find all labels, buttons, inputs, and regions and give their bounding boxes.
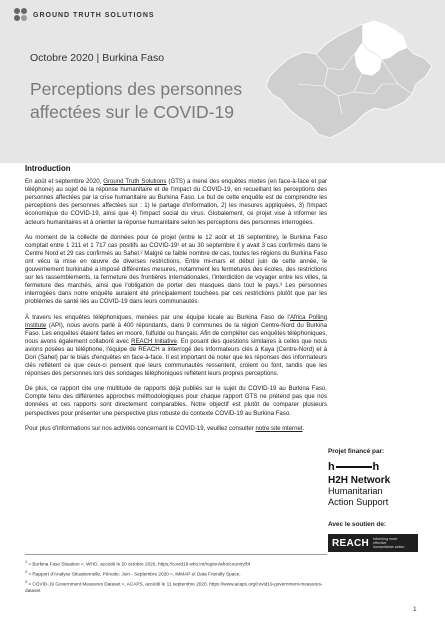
report-title: Perceptions des personnes affectées sur le COVID-19 <box>30 79 243 122</box>
intro-paragraph-2: Au moment de la collecte de données pour ce projet (entre le 12 août et 16 septembre), le Burkina Faso comptait entre 1 211 et 1 717 cas positifs au COVID-19¹ et au 30 septembre il y avait 3 cas confirmés dans le Centre Nord et 29 cas confirmés au Sahel.² Malgré ce faible nombre de cas, toutes les régions du Burkina Faso ont vécu la mise en œuvre de diverses restrictions. Entre mi-mars et début juin de cette année, le gouvernement burkinabé a imposé différentes mesures, notamment les fermetures des écoles, des restrictions sur les rassemblements, la fermeture des frontières internationales, l'interdiction de voyager entre les villes, la fermeture des marchés, ainsi que l'obligation de porter des masques dans tout le pays.³ Les personnes interrogées dans notre enquête auraient été principalement touchées par ces restrictions plutôt que par les problèmes de santé liés au COVID-19 dans leurs communautés. <box>25 233 327 306</box>
support-label: Avec le soutien de: <box>328 521 387 528</box>
footnote-1-link[interactable]: https://covid19.who.int/region/afro/country/bf <box>158 561 250 567</box>
intro-paragraph-1: En août et septembre 2020, Ground Truth Solutions (GTS) a mené des enquêtes mixtes (en face-à-face et par téléphone) au sujet de la réponse humanitaire et de l'impact du COVID-19, en recueillant les perceptions des personnes affectées par la crise humanitaire au Burkina Faso. Le but de cette enquête est de comprendre les perceptions des personnes affectées sur : 1) le partage d'information, 2) les mesures appliquées, 3) l'impact économique du COVID-19, ainsi que 4) l'impact social du virus. Globalement, ce projet vise à informer les acteurs humanitaires et à orienter la réponse humanitaire selon les perceptions des personnes interrogées. <box>25 178 327 226</box>
h2h-sub-1: Humanitarian <box>328 486 383 496</box>
reach-link[interactable]: REACH Initiative <box>131 337 177 345</box>
section-heading-introduction: Introduction <box>25 164 71 173</box>
footnote-3: $^3$ « COVID-19 Government Measures Dataset », ACAPS, accédé le 11 septembre 2020, https://www.acaps.org/covid19-government-measures-dataset <box>25 578 323 593</box>
reach-logo-word: REACH <box>332 537 370 549</box>
burkina-faso-map <box>258 14 436 146</box>
logo-text: GROUND TRUTH SOLUTIONS <box>33 11 155 19</box>
main-content <box>25 165 327 440</box>
map-country-shape <box>266 20 432 138</box>
page-number: 1 <box>413 606 417 613</box>
report-subtitle: Octobre 2020 | Burkina Faso <box>30 52 165 64</box>
website-link[interactable]: notre site internet <box>255 424 303 432</box>
footnote-1: $^1$ « Burkina Faso Situation », WHO, accédé le 20 octobre 2020, https://covid19.who.int/region/afro/country/bf <box>25 559 250 567</box>
funded-by-label: Projet financé par: <box>328 448 385 455</box>
reach-logo-tagline: Informing more effective humanitarian action <box>373 537 405 549</box>
intro-paragraph-4: De plus, ce rapport cite une multitude de rapports déjà publiés sur le sujet du COVID-19 au Burkina Faso. Compte tenu des différentes approches méthodologiques pour chaque rapport GTS ne prétend pas que nos données et ces rapports sont directement comparables. Notre objectif est plutôt de comparer plusieurs perspectives pour présenter une perspective plus robuste du contexte COVID-19 au Burkina Faso. <box>25 385 327 417</box>
api-link[interactable]: Africa Polling Institute <box>25 313 327 329</box>
footnote-2: $^2$ « Rapport d'Analyse Situationnelle, Période: Juin - Septembre 2020 », iMMAP et Data Friendly Space. <box>25 568 241 577</box>
footnotes <box>25 559 330 595</box>
sidebar-funders <box>328 448 433 552</box>
h2h-name: H2H Network <box>328 475 391 486</box>
footnote-divider <box>25 554 327 555</box>
intro-paragraph-3: À travers les enquêtes téléphoniques, menées par une équipe locale au Burkina Faso de l'Africa Polling Institute (API), nous avons parlé à 400 répondants, dans 9 communes de la région Centre-Nord du Burkina Faso. Les enquêtes étaient faites en mooré, fulfulde ou français. Afin de compléter ces enquêtes téléphoniques, nous avons également collaboré avec REACH Initiative. En posant des questions similaires à celles que nous avions posées au téléphone, l'équipe de REACH a interrogé des informateurs clés à Kaya (Centre-Nord) et à Dori (Sahel) par le biais d'enquêtes en face-à-face. Il est important de noter que les réponses des informateurs clés reflètent ce que ceux-ci pensent que leurs communautés ressentent, croient ou font, tandis que les réponses des personnes lors des sondages téléphoniques reflètent leurs propres perceptions. <box>25 313 327 378</box>
footnote-3-link[interactable]: https://www.acaps.org/covid19-government-measures-dataset <box>25 581 323 593</box>
h2h-logo-bar <box>336 466 372 468</box>
gts-link[interactable]: Ground Truth Solutions <box>103 178 167 186</box>
reach-logo <box>328 534 418 552</box>
h2h-logo: h h <box>328 461 380 473</box>
intro-paragraph-5: Pour plus d'informations sur nos activités concernant le COVID-19, veuillez consulter notre site internet. <box>25 424 305 432</box>
gts-logo <box>14 8 155 22</box>
gts-logo-icon <box>14 8 28 22</box>
h2h-sub-2: Action Support <box>328 496 389 507</box>
